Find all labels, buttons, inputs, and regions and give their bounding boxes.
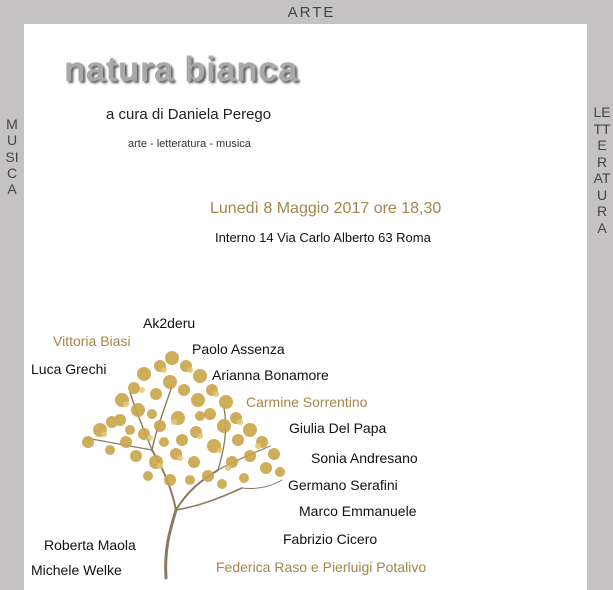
- artist-name: Paolo Assenza: [192, 341, 285, 357]
- side-label-right: LETTERATURA: [593, 104, 611, 236]
- artist-name: Federica Raso e Pierluigi Potalivo: [216, 559, 427, 575]
- disciplines-line: arte - letteratura - musica: [128, 138, 251, 150]
- artist-name: Fabrizio Cicero: [283, 531, 378, 547]
- event-address: Interno 14 Via Carlo Alberto 63 Roma: [215, 230, 431, 245]
- artist-name: Giulia Del Papa: [289, 420, 387, 436]
- event-date: Lunedì 8 Maggio 2017 ore 18,30: [210, 200, 442, 217]
- artist-name: Vittoria Biasi: [53, 333, 131, 349]
- artist-name: Ak2deru: [143, 315, 196, 331]
- artist-name: Germano Serafini: [288, 477, 398, 493]
- artist-name: Roberta Maola: [44, 537, 136, 553]
- artist-name: Marco Emmanuele: [299, 503, 417, 519]
- side-label-top: ARTE: [287, 4, 336, 21]
- artist-name: Arianna Bonamore: [212, 367, 329, 383]
- artist-name: Sonia Andresano: [311, 450, 418, 466]
- side-label-left: MUSICA: [5, 116, 19, 198]
- poster-title: natura bianca: [64, 50, 299, 89]
- artist-name: Luca Grechi: [31, 361, 107, 377]
- artist-name: Carmine Sorrentino: [246, 394, 368, 410]
- artist-name: Michele Welke: [31, 562, 122, 578]
- curator-line: a cura di Daniela Perego: [106, 106, 272, 123]
